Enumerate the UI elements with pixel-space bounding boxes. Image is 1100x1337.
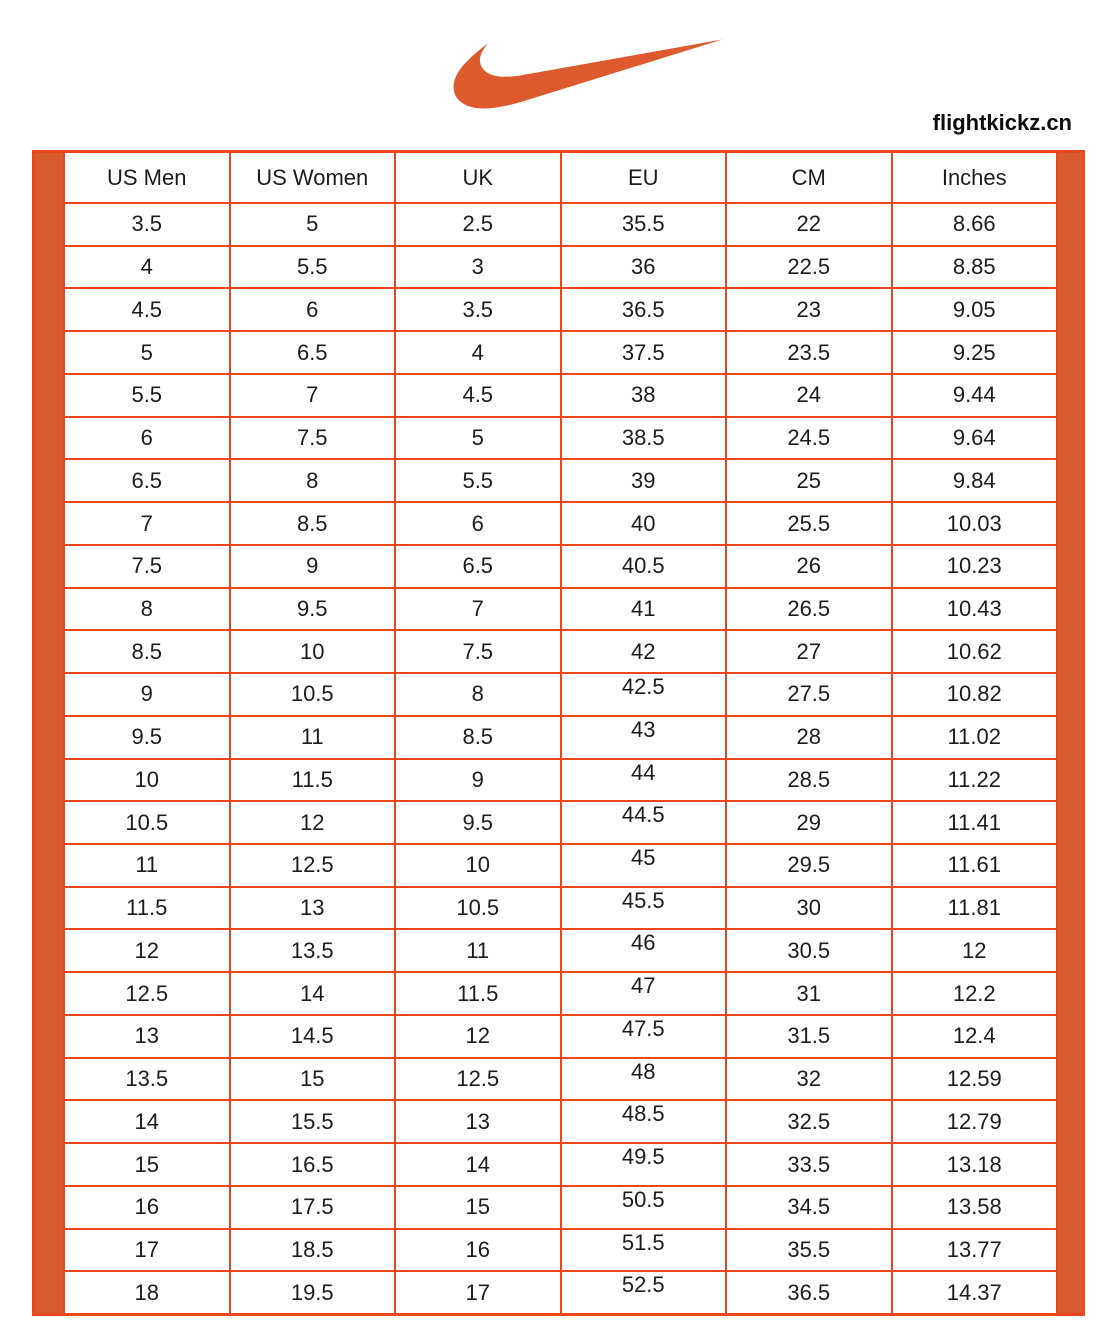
cell-cm: 25.5 [727,503,893,544]
cell-us-men: 13 [65,1016,231,1057]
cell-uk: 3.5 [396,289,562,330]
table-row [65,375,1056,418]
cell-cm: 29.5 [727,845,893,886]
table-row [65,802,1056,845]
cell-us-men: 6 [65,418,231,459]
cell-us-women: 5 [231,204,397,245]
cell-us-women: 9 [231,546,397,587]
table-row [65,930,1056,973]
cell-us-women: 5.5 [231,247,397,288]
table-row [65,1101,1056,1144]
cell-uk: 2.5 [396,204,562,245]
cell-us-women: 18.5 [231,1230,397,1271]
cell-inches: 12.59 [946,1066,1002,1092]
cell-inches: 14.37 [946,1279,1002,1305]
cell-us-men: 11.5 [65,888,231,929]
cell-uk: 8.5 [396,717,562,758]
table-row [65,1016,1056,1059]
size-conversion-table [32,150,1085,1316]
cell-us-men: 7 [65,503,231,544]
cell-us-women: 12 [231,802,397,843]
cell-uk: 11 [396,930,562,971]
cell-us-men: 9.5 [65,717,231,758]
table-row [65,1144,1056,1187]
cell-us-women: 11 [231,717,397,758]
cell-eu: 35.5 [562,204,728,245]
cell-us-men: 15 [65,1144,231,1185]
cell-uk: 10 [396,845,562,886]
cell-us-men: 10 [65,760,231,801]
cell-us-men: 9 [65,674,231,715]
cell-inches: 11.22 [947,766,1001,792]
cell-uk: 5 [396,418,562,459]
cell-eu: 47.5 [562,1016,728,1057]
cell-us-women: 10.5 [231,674,397,715]
cell-us-women: 17.5 [231,1187,397,1228]
cell-cm: 36.5 [727,1272,893,1313]
table-row [65,1187,1056,1230]
left-accent-bar [35,153,65,1313]
cell-uk: 12.5 [396,1059,562,1100]
cell-uk: 6 [396,503,562,544]
cell-us-men: 5 [65,332,231,373]
cell-inches: 8.66 [952,211,996,237]
cell-inches: 12.2 [952,980,996,1006]
cell-us-men: 3.5 [65,204,231,245]
cell-us-men: 11 [65,845,231,886]
table-row [65,418,1056,461]
cell-uk: 4 [396,332,562,373]
cell-inches: 13.58 [946,1194,1002,1220]
table-row [65,460,1056,503]
cell-us-women: 11.5 [231,760,397,801]
cell-inches: 12 [962,937,987,963]
cell-cm: 33.5 [727,1144,893,1185]
header-eu: EU [562,153,728,202]
table-grid [65,153,1056,1313]
cell-us-women: 13.5 [231,930,397,971]
cell-cm: 31.5 [727,1016,893,1057]
cell-cm: 30.5 [727,930,893,971]
cell-us-women: 16.5 [231,1144,397,1185]
cell-uk: 15 [396,1187,562,1228]
table-row [65,888,1056,931]
cell-cm: 31 [727,973,893,1014]
cell-us-men: 5.5 [65,375,231,416]
cell-cm: 30 [727,888,893,929]
cell-eu: 39 [562,460,728,501]
cell-eu: 41 [562,589,728,630]
cell-us-women: 7 [231,375,397,416]
cell-uk: 16 [396,1230,562,1271]
cell-cm: 26 [727,546,893,587]
table-row [65,674,1056,717]
cell-us-women: 6 [231,289,397,330]
table-row [65,589,1056,632]
cell-uk: 9 [396,760,562,801]
cell-eu: 48 [562,1059,728,1100]
cell-eu: 42 [562,631,728,672]
table-header-row [65,153,1056,204]
cell-inches: 10.03 [946,510,1002,536]
cell-inches: 10.62 [946,638,1002,664]
cell-us-men: 12.5 [65,973,231,1014]
cell-inches: 10.82 [946,681,1002,707]
cell-eu: 38.5 [562,418,728,459]
cell-inches: 10.43 [946,595,1002,621]
header-us-men: US Men [65,153,231,202]
cell-cm: 28.5 [727,760,893,801]
cell-cm: 23 [727,289,893,330]
cell-us-men: 10.5 [65,802,231,843]
header-us-women: US Women [231,153,397,202]
cell-us-women: 9.5 [231,589,397,630]
cell-eu: 48.5 [562,1101,728,1142]
cell-cm: 23.5 [727,332,893,373]
cell-cm: 24.5 [727,418,893,459]
cell-uk: 9.5 [396,802,562,843]
table-row [65,717,1056,760]
cell-cm: 22 [727,204,893,245]
table-row [65,204,1056,247]
cell-inches: 11.61 [947,852,1001,878]
table-row [65,760,1056,803]
cell-us-women: 8 [231,460,397,501]
cell-us-men: 12 [65,930,231,971]
cell-uk: 4.5 [396,375,562,416]
cell-inches: 11.81 [947,895,1001,921]
cell-us-men: 18 [65,1272,231,1313]
cell-uk: 13 [396,1101,562,1142]
cell-eu: 43 [562,717,728,758]
cell-us-men: 14 [65,1101,231,1142]
cell-us-men: 4 [65,247,231,288]
header-inches: Inches [941,164,1007,190]
nike-swoosh-icon [452,28,724,120]
header-cm: CM [727,153,893,202]
cell-eu: 51.5 [562,1230,728,1271]
cell-us-men: 8 [65,589,231,630]
cell-eu: 45 [562,845,728,886]
cell-eu: 38 [562,375,728,416]
cell-inches: 11.02 [947,724,1001,750]
cell-us-women: 6.5 [231,332,397,373]
table-row [65,973,1056,1016]
cell-us-men: 16 [65,1187,231,1228]
cell-inches: 8.85 [952,254,996,280]
cell-inches: 10.23 [946,553,1002,579]
cell-cm: 27 [727,631,893,672]
cell-uk: 7 [396,589,562,630]
cell-us-men: 6.5 [65,460,231,501]
cell-eu: 44 [562,760,728,801]
cell-inches: 9.05 [952,296,996,322]
cell-eu: 44.5 [562,802,728,843]
cell-eu: 52.5 [562,1272,728,1313]
cell-us-women: 19.5 [231,1272,397,1313]
cell-eu: 47 [562,973,728,1014]
table-row [65,289,1056,332]
cell-inches: 9.64 [952,425,996,451]
cell-eu: 36 [562,247,728,288]
cell-us-women: 12.5 [231,845,397,886]
cell-uk: 11.5 [396,973,562,1014]
table-row [65,1059,1056,1102]
cell-inches: 12.4 [952,1023,996,1049]
cell-us-women: 13 [231,888,397,929]
cell-uk: 17 [396,1272,562,1313]
header-uk: UK [396,153,562,202]
cell-uk: 12 [396,1016,562,1057]
cell-eu: 49.5 [562,1144,728,1185]
cell-inches: 12.79 [946,1108,1002,1134]
cell-uk: 3 [396,247,562,288]
cell-us-men: 4.5 [65,289,231,330]
cell-cm: 35.5 [727,1230,893,1271]
table-row [65,546,1056,589]
table-row [65,1272,1056,1313]
cell-uk: 14 [396,1144,562,1185]
cell-us-women: 14.5 [231,1016,397,1057]
cell-cm: 25 [727,460,893,501]
cell-us-women: 8.5 [231,503,397,544]
table-row [65,1230,1056,1273]
cell-cm: 24 [727,375,893,416]
cell-inches: 9.44 [952,382,996,408]
cell-inches: 9.25 [952,339,996,365]
cell-us-women: 10 [231,631,397,672]
table-row [65,503,1056,546]
cell-cm: 22.5 [727,247,893,288]
cell-uk: 7.5 [396,631,562,672]
cell-eu: 36.5 [562,289,728,330]
cell-inches: 11.41 [947,809,1001,835]
cell-inches: 9.84 [952,467,996,493]
cell-cm: 29 [727,802,893,843]
right-accent-bar [1056,153,1082,1313]
cell-us-men: 13.5 [65,1059,231,1100]
cell-uk: 5.5 [396,460,562,501]
cell-eu: 50.5 [562,1187,728,1228]
cell-uk: 6.5 [396,546,562,587]
table-row [65,631,1056,674]
cell-cm: 32.5 [727,1101,893,1142]
cell-us-men: 8.5 [65,631,231,672]
cell-eu: 42.5 [562,674,728,715]
cell-cm: 34.5 [727,1187,893,1228]
cell-us-men: 7.5 [65,546,231,587]
cell-us-women: 15 [231,1059,397,1100]
table-row [65,845,1056,888]
cell-uk: 10.5 [396,888,562,929]
cell-eu: 37.5 [562,332,728,373]
cell-us-women: 15.5 [231,1101,397,1142]
cell-us-men: 17 [65,1230,231,1271]
cell-us-women: 7.5 [231,418,397,459]
watermark-text: flightkickz.cn [932,110,1072,135]
cell-eu: 40 [562,503,728,544]
table-row [65,247,1056,290]
cell-uk: 8 [396,674,562,715]
cell-eu: 45.5 [562,888,728,929]
cell-cm: 28 [727,717,893,758]
cell-cm: 32 [727,1059,893,1100]
cell-eu: 40.5 [562,546,728,587]
cell-cm: 27.5 [727,674,893,715]
table-row [65,332,1056,375]
cell-inches: 13.18 [946,1151,1002,1177]
cell-inches: 13.77 [946,1236,1002,1262]
cell-eu: 46 [562,930,728,971]
cell-cm: 26.5 [727,589,893,630]
cell-us-women: 14 [231,973,397,1014]
